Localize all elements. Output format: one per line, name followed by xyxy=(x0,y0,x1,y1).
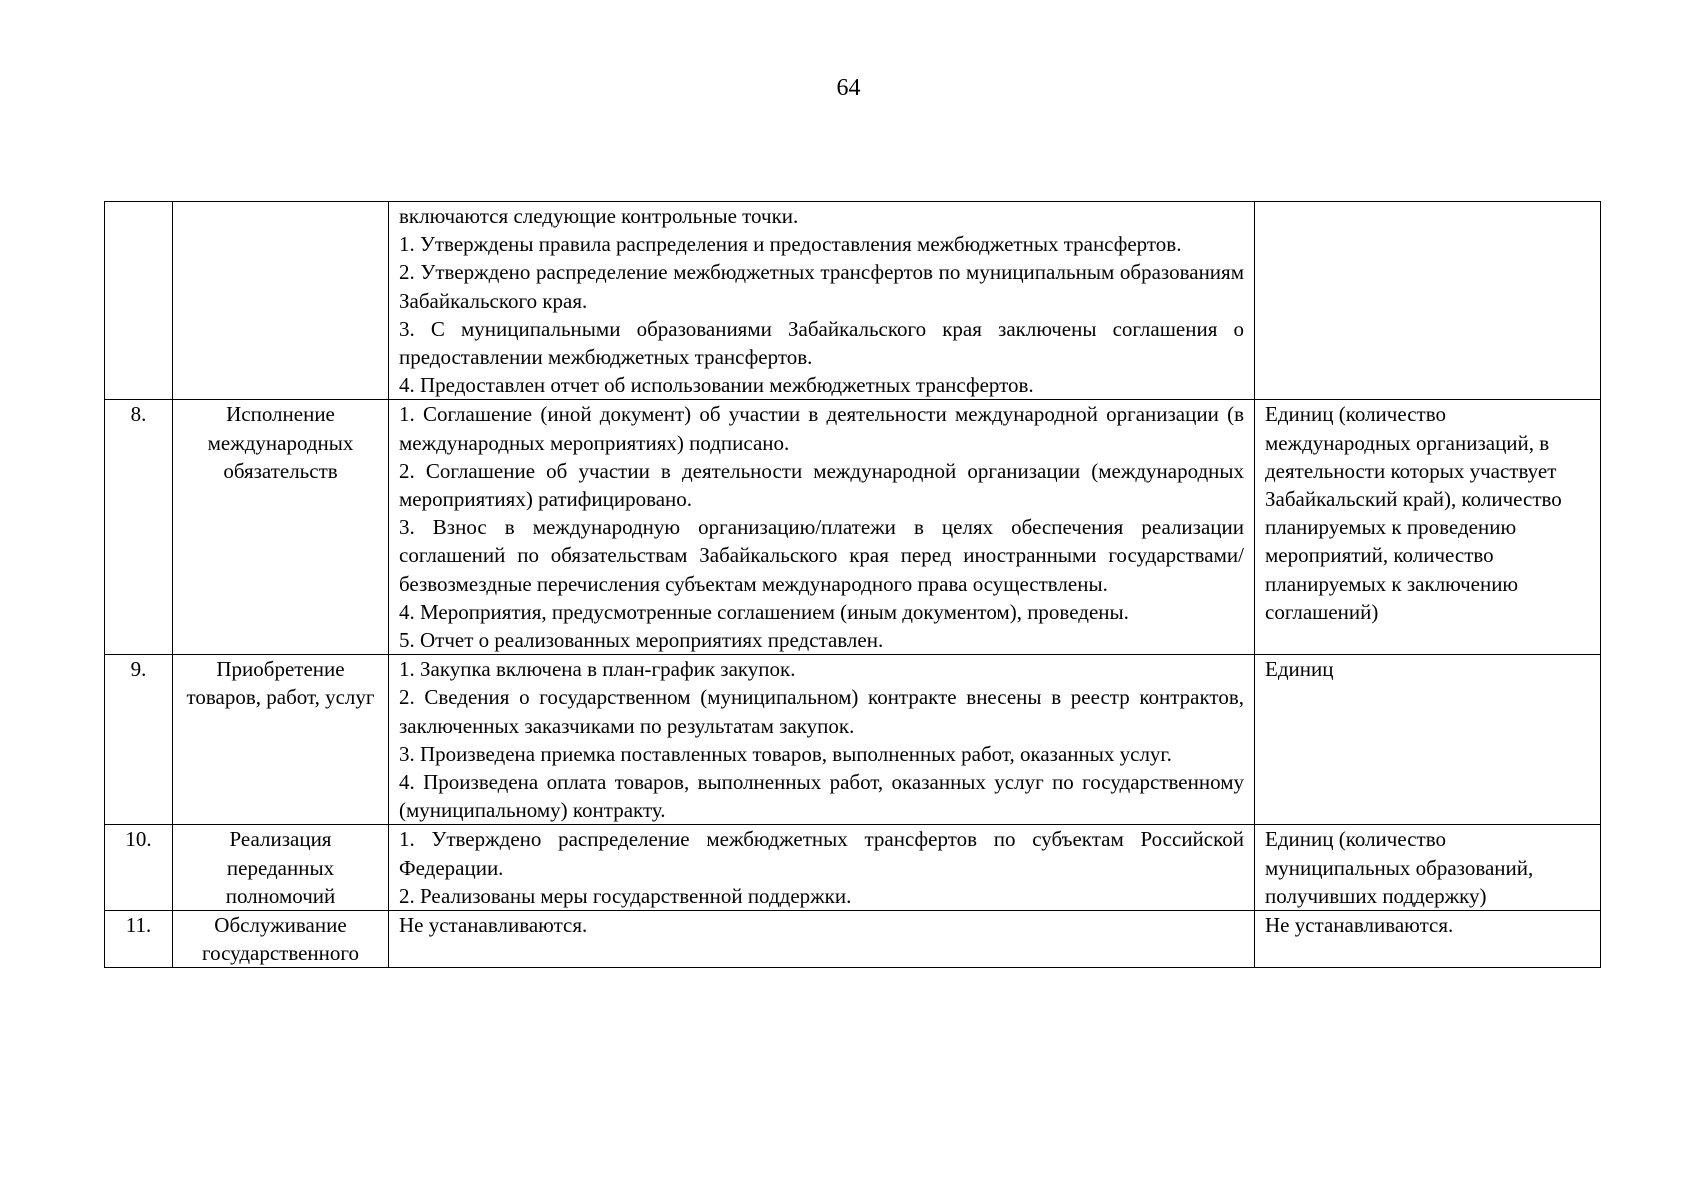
control-points-cell xyxy=(389,202,1255,400)
unit-text: Единиц (количество международных организаций, в деятельности которых участвует Забайкальский край), количество планируемых к проведению мероприятий, количество планируемых к заключению соглашений) xyxy=(1265,402,1562,624)
table-row xyxy=(105,911,1601,968)
control-point-text: 1. Соглашение (иной документ) об участии в деятельности международной организации (в международных мероприятиях) подписано. xyxy=(399,402,1244,455)
control-point-text: 4. Произведена оплата товаров, выполненных работ, оказанных услуг по государственному (муниципальному) контракту. xyxy=(399,770,1244,823)
control-points-cell xyxy=(389,825,1255,911)
unit-cell xyxy=(1255,655,1601,825)
control-point-text: 1. Утверждены правила распределения и предоставления межбюджетных трансфертов. xyxy=(399,232,1182,257)
control-point-text: 1. Закупка включена в план-график закупок. xyxy=(399,657,796,682)
control-points-cell xyxy=(389,655,1255,825)
unit-text: Единиц xyxy=(1265,657,1334,682)
row-number-cell: 9. xyxy=(105,655,173,825)
control-point-text: включаются следующие контрольные точки. xyxy=(399,204,799,228)
unit-text: Единиц (количество муниципальных образований, получивших поддержку) xyxy=(1265,827,1534,908)
control-point-text: 4. Мероприятия, предусмотренные соглашением (иным документом), проведены. xyxy=(399,599,1129,624)
table-row xyxy=(105,400,1601,655)
result-type-cell: Реализация переданных полномочий xyxy=(173,825,389,911)
control-point-text: 3. Взнос в международную организацию/платежи в целях обеспечения реализации соглашений по обязательствам Забайкальского края перед иностранными государствами/безвозмездные перечисления субъектам международного права осуществлены. xyxy=(399,515,1244,596)
control-point-text: Не устанавливаются. xyxy=(399,913,588,938)
control-point-text: 3. Произведена приемка поставленных товаров, выполненных работ, оказанных услуг. xyxy=(399,741,1172,766)
result-type-cell: Приобретение товаров, работ, услуг xyxy=(173,655,389,825)
control-point-text: 5. Отчет о реализованных мероприятиях представлен. xyxy=(399,628,884,653)
table-row xyxy=(105,655,1601,825)
page-number: 64 xyxy=(836,75,861,101)
result-type-cell xyxy=(173,202,389,400)
control-points-cell xyxy=(389,911,1255,968)
control-point-text: 1. Утверждено распределение межбюджетных трансфертов по субъектам Российской Федерации. xyxy=(399,827,1244,880)
unit-text: Не устанавливаются. xyxy=(1265,913,1454,938)
row-number-cell: 10. xyxy=(105,825,173,911)
unit-cell xyxy=(1255,825,1601,911)
table-row xyxy=(105,202,1601,400)
row-number-cell: 8. xyxy=(105,400,173,655)
unit-cell xyxy=(1255,911,1601,968)
row-number-cell xyxy=(105,202,173,400)
control-point-text: 2. Соглашение об участии в деятельности международной организации (международных мероприятиях) ратифицировано. xyxy=(399,458,1244,512)
row-number-cell: 11. xyxy=(105,911,173,968)
control-point-text: 2. Утверждено распределение межбюджетных трансфертов по муниципальным образованиям Забайкальского края. xyxy=(399,260,1244,313)
control-point-text: 2. Реализованы меры государственной поддержки. xyxy=(399,883,852,908)
control-point-text: 3. С муниципальными образованиями Забайкальского края заключены соглашения о предоставлении межбюджетных трансфертов. xyxy=(399,316,1244,370)
table-row xyxy=(105,825,1601,911)
control-points-cell xyxy=(389,400,1255,655)
control-point-text: 4. Предоставлен отчет об использовании межбюджетных трансфертов. xyxy=(399,373,1034,398)
result-type-cell: Обслуживание государственного xyxy=(173,911,389,968)
results-table xyxy=(104,201,1601,968)
result-type-cell: Исполнение международных обязательств xyxy=(173,400,389,655)
unit-cell xyxy=(1255,202,1601,400)
unit-cell xyxy=(1255,400,1601,655)
control-point-text: 2. Сведения о государственном (муниципальном) контракте внесены в реестр контрактов, заключенных заказчиками по результатам закупок. xyxy=(399,685,1244,738)
